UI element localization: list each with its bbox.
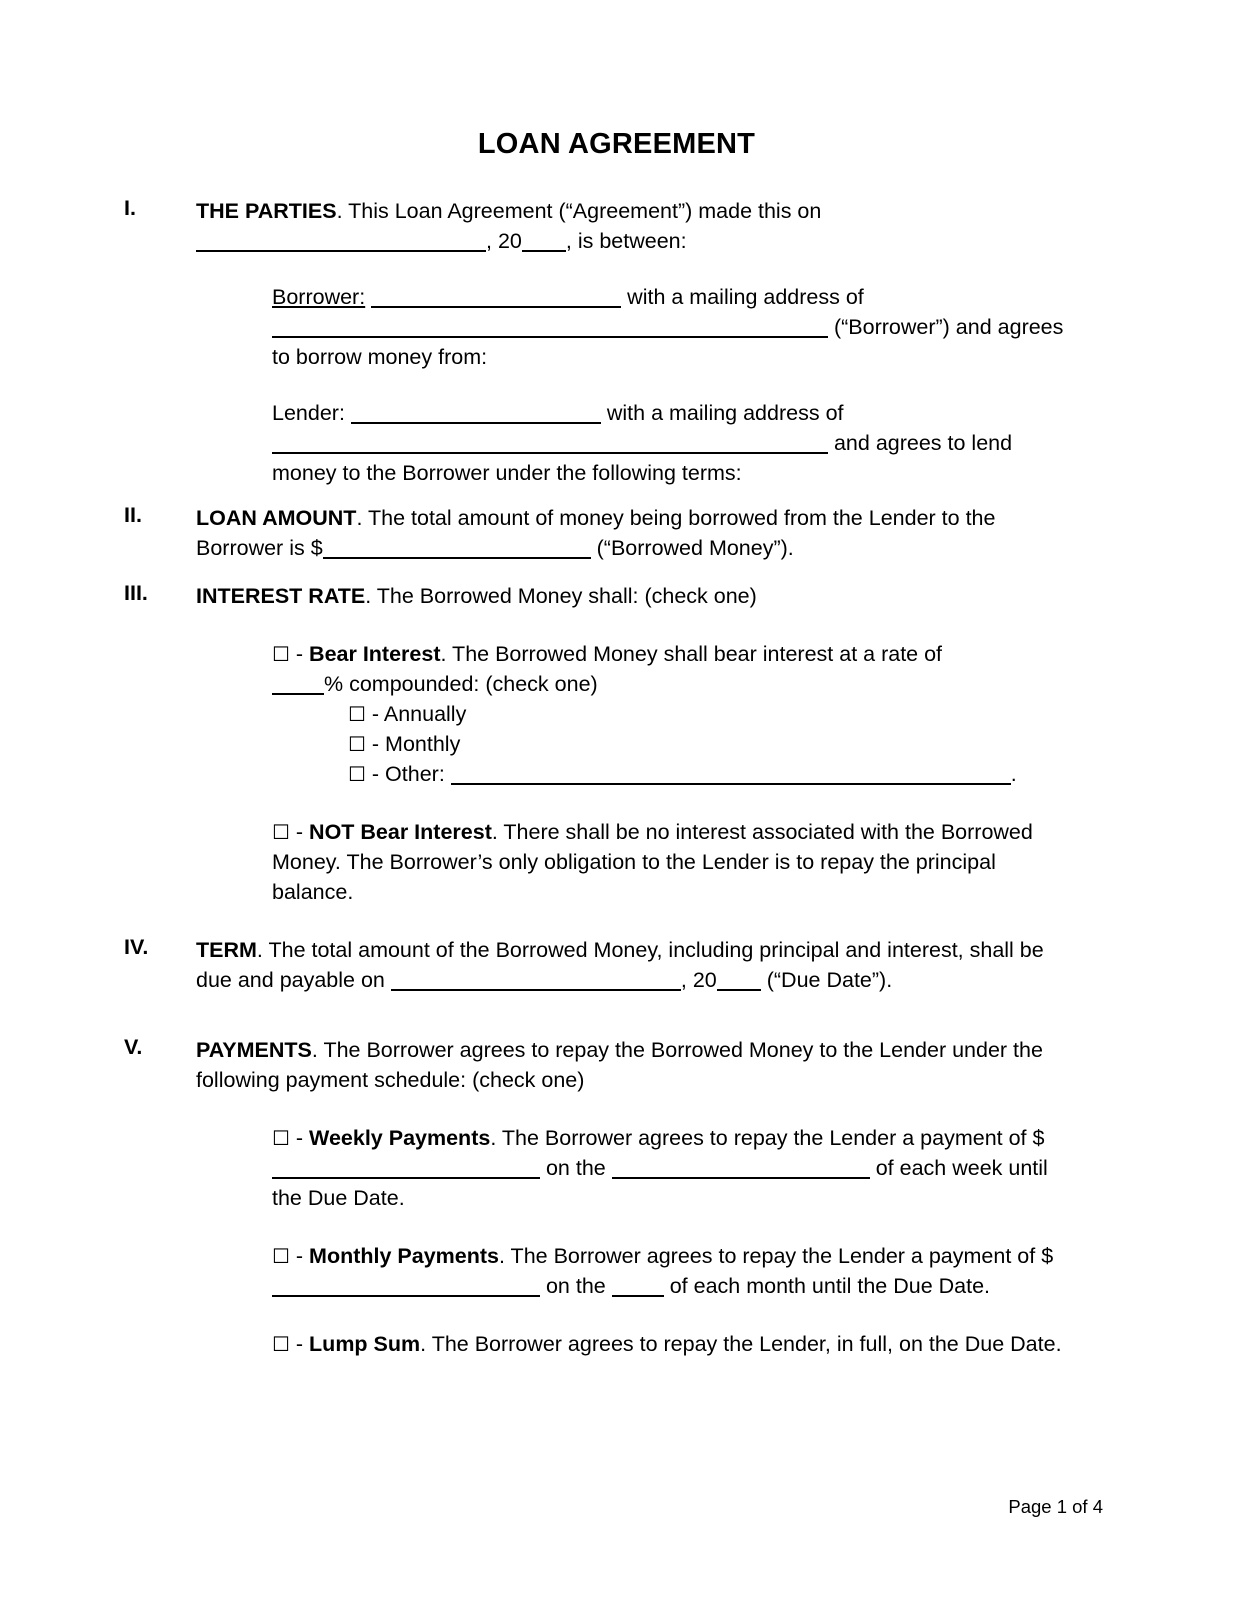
lender-address-blank[interactable]	[272, 430, 828, 454]
loan-amount-blank[interactable]	[323, 535, 591, 559]
year-blank[interactable]	[522, 228, 566, 252]
option-monthly[interactable]: ☐ - Monthly	[348, 732, 461, 756]
option-other-blank[interactable]	[451, 761, 1011, 785]
borrower-mid: with a mailing address of	[621, 285, 864, 309]
option-monthly-label: Monthly	[385, 732, 461, 756]
lender-name-blank[interactable]	[351, 400, 601, 424]
lender-label: Lender:	[272, 401, 345, 425]
checkbox-not-bear-interest-icon[interactable]: ☐	[272, 820, 290, 844]
option-weekly-text-a: . The Borrower agrees to repay the Lender a payment of $	[490, 1126, 1045, 1150]
loan-amount-text-b: (“Borrowed Money”).	[590, 536, 794, 560]
section-body	[196, 503, 1064, 563]
section-loan-amount	[124, 503, 1064, 563]
section-the-parties	[124, 196, 1064, 488]
section-body	[196, 581, 1064, 907]
section-numeral: IV.	[124, 935, 149, 959]
option-bear-interest-label: Bear Interest	[309, 642, 441, 666]
page-title: LOAN AGREEMENT	[477, 128, 756, 160]
option-weekly-text-b: on the	[540, 1156, 612, 1180]
option-bear-interest-text-b: % compounded: (check one)	[324, 672, 598, 696]
section-term	[124, 935, 1064, 995]
borrower-block	[272, 282, 1064, 372]
section-body	[196, 1035, 1064, 1359]
section-payments	[124, 1035, 1064, 1359]
borrower-label: Borrower:	[272, 285, 366, 309]
option-weekly-text-c: of each week until the Due Date.	[272, 1156, 1048, 1210]
option-annually[interactable]: ☐ - Annually	[348, 702, 467, 726]
page-footer	[0, 1496, 1233, 1518]
checkbox-bear-interest-icon[interactable]: ☐	[272, 642, 290, 666]
section-numeral: III.	[124, 581, 148, 605]
option-weekly-payments-label: Weekly Payments	[309, 1126, 491, 1150]
checkbox-monthly-icon[interactable]: ☐	[348, 732, 366, 756]
checkbox-weekly-payments-icon[interactable]: ☐	[272, 1126, 290, 1150]
section-intro-a: . This Loan Agreement (“Agreement”) made this on	[336, 199, 822, 223]
interest-percent-blank[interactable]	[272, 671, 324, 695]
option-not-bear-interest-label: NOT Bear Interest	[309, 820, 492, 844]
section-intro-b: , 20	[486, 229, 522, 253]
option-bear-interest-text-a: . The Borrowed Money shall bear interest at a rate of	[440, 642, 943, 666]
monthly-amount-blank[interactable]	[272, 1273, 540, 1297]
section-numeral: I.	[124, 196, 136, 220]
compound-options	[348, 699, 1064, 789]
weekly-amount-blank[interactable]	[272, 1155, 540, 1179]
borrower-tail: (“Borrower”) and agrees to borrow money from:	[272, 315, 1064, 369]
option-other[interactable]: ☐ - Other: .	[348, 762, 1017, 786]
option-lump-sum-label: Lump Sum	[309, 1332, 421, 1356]
option-not-bear-interest-text: . There shall be no interest associated with the Borrowed Money. The Borrower’s only obligation to the Lender is to repay the principal balance.	[272, 820, 1033, 904]
section-heading: LOAN AMOUNT	[196, 506, 357, 530]
option-other-label: Other:	[385, 762, 445, 786]
option-bear-interest[interactable]: ☐ - Bear Interest. The Borrowed Money shall bear interest at a rate of % compounded: (check one) ☐ - Annually ☐ - Monthly ☐ - Other: .	[272, 639, 1064, 789]
option-weekly-payments[interactable]: ☐ - Weekly Payments. The Borrower agrees to repay the Lender a payment of $ on the of each week until the Due Date.	[272, 1126, 1048, 1210]
date-blank[interactable]	[196, 228, 486, 252]
option-monthly-text-c: of each month until the Due Date.	[663, 1274, 991, 1298]
option-other-trailing: .	[1010, 762, 1017, 786]
option-annually-label: Annually	[383, 702, 467, 726]
checkbox-lump-sum-icon[interactable]: ☐	[272, 1332, 290, 1356]
section-numeral: V.	[124, 1035, 143, 1059]
option-monthly-text-b: on the	[540, 1274, 612, 1298]
page-number-label: Page 1 of 4	[1008, 1496, 1103, 1517]
section-heading: TERM	[196, 938, 257, 962]
monthly-day-blank[interactable]	[612, 1273, 664, 1297]
weekly-day-blank[interactable]	[612, 1155, 870, 1179]
option-monthly-text-a: . The Borrower agrees to repay the Lender a payment of $	[499, 1244, 1054, 1268]
option-monthly-payments-label: Monthly Payments	[309, 1244, 499, 1268]
checkbox-annually-icon[interactable]: ☐	[348, 702, 366, 726]
term-text-b: , 20	[680, 968, 717, 992]
option-monthly-payments[interactable]: ☐ - Monthly Payments. The Borrower agrees to repay the Lender a payment of $ on the of each month until the Due Date.	[272, 1244, 1054, 1298]
borrower-address-blank[interactable]	[272, 314, 828, 338]
due-year-blank[interactable]	[717, 967, 761, 991]
option-lump-sum[interactable]: ☐ - Lump Sum. The Borrower agrees to repay the Lender, in full, on the Due Date.	[272, 1332, 1062, 1356]
section-heading: PAYMENTS	[196, 1038, 312, 1062]
lender-mid: with a mailing address of	[600, 401, 844, 425]
term-text-c: (“Due Date”).	[760, 968, 893, 992]
option-lump-sum-text: . The Borrower agrees to repay the Lender, in full, on the Due Date.	[420, 1332, 1062, 1356]
checkbox-monthly-payments-icon[interactable]: ☐	[272, 1244, 290, 1268]
lender-block	[272, 398, 1064, 488]
section-body	[196, 196, 1064, 488]
option-not-bear-interest[interactable]: ☐ - NOT Bear Interest. There shall be no interest associated with the Borrowed Money. The Borrower’s only obligation to the Lender is to repay the principal balance.	[272, 820, 1033, 904]
lender-tail: and agrees to lend money to the Borrower under the following terms:	[272, 431, 1013, 485]
loan-amount-text-a: . The total amount of money being borrowed from the Lender to the Borrower is $	[196, 506, 996, 560]
section-body	[196, 935, 1064, 995]
borrower-name-blank[interactable]	[371, 284, 621, 308]
payments-text: . The Borrower agrees to repay the Borrowed Money to the Lender under the following payment schedule: (check one)	[196, 1038, 1043, 1092]
section-numeral: II.	[124, 503, 142, 527]
section-intro-c: , is between:	[565, 229, 687, 253]
section-heading: THE PARTIES	[196, 199, 337, 223]
section-interest-rate	[124, 581, 1064, 907]
due-date-blank[interactable]	[391, 967, 681, 991]
interest-rate-text: . The Borrowed Money shall: (check one)	[365, 584, 757, 608]
section-heading: INTEREST RATE	[196, 584, 366, 608]
term-text-a: . The total amount of the Borrowed Money, including principal and interest, shall be due and payable on	[196, 938, 1044, 992]
checkbox-other-icon[interactable]: ☐	[348, 762, 366, 786]
